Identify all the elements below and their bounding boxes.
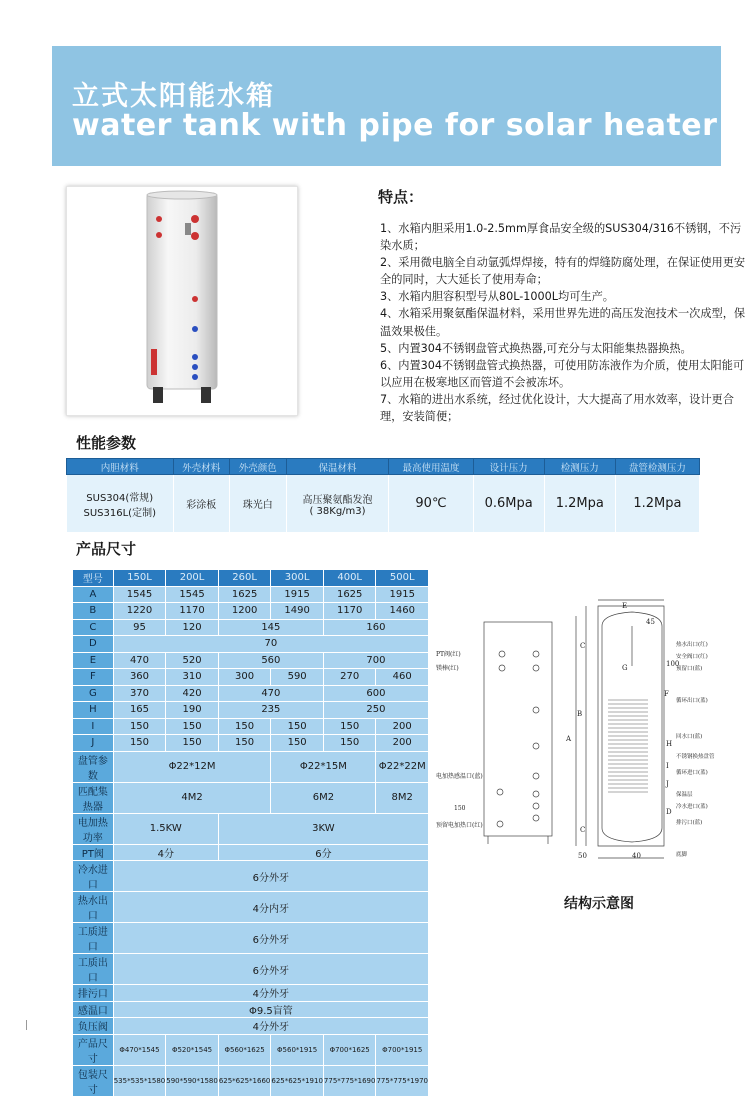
- table-cell: 400L: [323, 570, 376, 587]
- table-row: [73, 619, 429, 636]
- table-row: [73, 570, 429, 587]
- table-cell: I: [73, 718, 114, 735]
- table-cell: 产品尺寸: [73, 1034, 114, 1065]
- table-cell: 150: [113, 718, 166, 735]
- perf-header: 内胆材料: [67, 459, 174, 475]
- table-cell: 535*535*1580: [113, 1065, 166, 1096]
- table-cell: F: [73, 669, 114, 686]
- table-row: [73, 844, 429, 861]
- features-title: 特点：: [378, 188, 424, 206]
- table-cell: 590*590*1580: [166, 1065, 219, 1096]
- table-cell: 150: [323, 718, 376, 735]
- feature-item: 6、内置304不锈钢盘管式换热器，可使用防冻液作为介质，使用太阳能可以应用在极寒地区而管道不会被冻坏。: [380, 358, 745, 389]
- diagram-label: 安全阀口(红): [676, 654, 708, 660]
- table-cell: Φ22*12M: [113, 751, 271, 782]
- page-edge-mark: [26, 1020, 27, 1030]
- diagram-dim: C: [580, 642, 586, 650]
- table-cell: B: [73, 603, 114, 620]
- diagram-label: 保温层: [676, 792, 693, 798]
- table-cell: 775*775*1970: [376, 1065, 429, 1096]
- perf-max-temp: 90℃: [389, 475, 473, 533]
- table-cell: Φ560*1915: [271, 1034, 324, 1065]
- table-cell: 420: [166, 685, 219, 702]
- feature-item: 1、水箱内胆采用1.0-2.5mm厚食品安全级的SUS304/316不锈钢，不污染水质；: [380, 222, 742, 253]
- diagram-dim: 45: [646, 618, 655, 626]
- table-cell: 1170: [323, 603, 376, 620]
- table-row: [73, 603, 429, 620]
- table-row: [73, 923, 429, 954]
- table-cell: 4分内牙: [113, 892, 428, 923]
- table-cell: Φ9.5盲管: [113, 1001, 428, 1018]
- table-cell: 盘管参数: [73, 751, 114, 782]
- table-cell: 1460: [376, 603, 429, 620]
- diagram-dim: I: [666, 762, 669, 770]
- table-cell: D: [73, 636, 114, 653]
- table-cell: 6分外牙: [113, 954, 428, 985]
- table-row: [73, 1034, 429, 1065]
- table-row: [73, 685, 429, 702]
- perf-header: 最高使用温度: [389, 459, 473, 475]
- table-cell: 6分: [218, 844, 428, 861]
- table-cell: 150: [323, 735, 376, 752]
- perf-header: 设计压力: [473, 459, 544, 475]
- table-row: [73, 782, 429, 813]
- table-cell: 工质进口: [73, 923, 114, 954]
- structure-diagram: [436, 596, 732, 876]
- table-cell: 4分外牙: [113, 1018, 428, 1035]
- table-cell: 150L: [113, 570, 166, 587]
- diagram-dim: D: [666, 808, 672, 816]
- perf-header: 外壳材料: [173, 459, 230, 475]
- table-cell: J: [73, 735, 114, 752]
- table-row: [73, 669, 429, 686]
- table-cell: 300L: [271, 570, 324, 587]
- table-cell: 4M2: [113, 782, 271, 813]
- table-row: [73, 1065, 429, 1096]
- table-cell: 150: [166, 735, 219, 752]
- table-cell: 包装尺寸: [73, 1065, 114, 1096]
- table-cell: 150: [218, 735, 271, 752]
- performance-title: 性能参数: [76, 434, 137, 452]
- diagram-dim: B: [577, 710, 583, 718]
- feature-item: 2、采用微电脑全自动氩弧焊焊接，特有的焊缝防腐处理，在保证使用更安全的同时，大大延长了使用寿命；: [380, 256, 746, 287]
- table-cell: Φ470*1545: [113, 1034, 166, 1065]
- insulation-line-1: 高压聚氨酯发泡: [302, 494, 373, 506]
- dimensions-table: [72, 569, 429, 1097]
- table-row: [73, 985, 429, 1002]
- table-row: [73, 751, 429, 782]
- table-cell: 感温口: [73, 1001, 114, 1018]
- table-cell: G: [73, 685, 114, 702]
- table-cell: C: [73, 619, 114, 636]
- diagram-dim: E: [622, 602, 628, 610]
- table-cell: 250: [323, 702, 428, 719]
- table-cell: Φ700*1915: [376, 1034, 429, 1065]
- table-cell: 1915: [271, 586, 324, 603]
- table-row: [73, 636, 429, 653]
- diagram-dim: J: [666, 780, 669, 788]
- table-cell: 工质出口: [73, 954, 114, 985]
- table-cell: 1915: [376, 586, 429, 603]
- perf-shell-color: 珠光白: [230, 475, 287, 533]
- feature-item: 7、水箱的进出水系统，经过优化设计，大大提高了用水效率，设计更合理，安装简便；: [380, 392, 734, 424]
- table-cell: 590: [271, 669, 324, 686]
- diagram-dim: 100: [666, 660, 680, 668]
- table-cell: 150: [271, 735, 324, 752]
- perf-header: 外壳颜色: [230, 459, 287, 475]
- diagram-dim: 150: [454, 805, 466, 812]
- table-cell: 70: [113, 636, 428, 653]
- page-title-cn: 立式太阳能水箱: [72, 81, 275, 112]
- table-row: [73, 954, 429, 985]
- table-cell: 300: [218, 669, 271, 686]
- table-cell: 150: [271, 718, 324, 735]
- table-row: [73, 702, 429, 719]
- diagram-dim: 50: [578, 852, 587, 860]
- table-cell: 3KW: [218, 813, 428, 844]
- table-cell: 600: [323, 685, 428, 702]
- table-cell: 匹配集热器: [73, 782, 114, 813]
- perf-header: 保温材料: [286, 459, 389, 475]
- diagram-label: 排污口(蓝): [676, 820, 703, 826]
- table-cell: 520: [166, 652, 219, 669]
- performance-table: [66, 458, 700, 533]
- diagram-label: 循环进口(蓝): [676, 770, 708, 776]
- perf-design-pressure: 0.6Mpa: [473, 475, 544, 533]
- table-cell: Φ560*1625: [218, 1034, 271, 1065]
- perf-header: 检测压力: [544, 459, 615, 475]
- table-cell: 200: [376, 735, 429, 752]
- diagram-label: 预留口(蓝): [676, 666, 703, 672]
- perf-shell-material: 彩涂板: [173, 475, 230, 533]
- dimensions-title: 产品尺寸: [76, 540, 137, 558]
- table-cell: 1490: [271, 603, 324, 620]
- table-cell: 270: [323, 669, 376, 686]
- diagram-label: 循环出口(蓝): [676, 698, 708, 704]
- table-row: [73, 813, 429, 844]
- table-cell: 电加热功率: [73, 813, 114, 844]
- table-row: [73, 586, 429, 603]
- table-cell: 6M2: [271, 782, 376, 813]
- diagram-label: 底脚: [676, 852, 688, 858]
- table-cell: 1625: [323, 586, 376, 603]
- table-cell: 1.5KW: [113, 813, 218, 844]
- table-cell: 4分: [113, 844, 218, 861]
- table-cell: 6分外牙: [113, 861, 428, 892]
- table-cell: 700: [323, 652, 428, 669]
- table-cell: 165: [113, 702, 166, 719]
- feature-item: 5、内置304不锈钢盘管式换热器,可充分与太阳能集热器换热。: [380, 341, 692, 355]
- table-row: [73, 652, 429, 669]
- table-cell: PT阀: [73, 844, 114, 861]
- table-cell: 500L: [376, 570, 429, 587]
- table-row: [73, 1001, 429, 1018]
- page-title-en: water tank with pipe for solar heater: [72, 108, 718, 143]
- table-cell: 775*775*1690: [323, 1065, 376, 1096]
- table-cell: Φ22*22M: [376, 751, 429, 782]
- perf-header: 盘管检测压力: [615, 459, 699, 475]
- perf-liner: [67, 475, 174, 533]
- table-cell: 8M2: [376, 782, 429, 813]
- table-cell: 120: [166, 619, 219, 636]
- table-cell: 310: [166, 669, 219, 686]
- coil-lines: [608, 700, 648, 792]
- table-row: [73, 861, 429, 892]
- diagram-label: 预留电加热口(红): [436, 822, 483, 829]
- diagram-dim: G: [622, 664, 628, 672]
- table-cell: 460: [376, 669, 429, 686]
- header-banner: [52, 46, 721, 166]
- diagram-label: PT阀(红): [436, 651, 461, 658]
- table-cell: A: [73, 586, 114, 603]
- diagram-caption: 结构示意图: [564, 896, 634, 912]
- table-cell: Φ22*15M: [271, 751, 376, 782]
- diagram-dim: 40: [632, 852, 641, 860]
- table-cell: 150: [218, 718, 271, 735]
- table-cell: 150: [113, 735, 166, 752]
- feature-item: 4、水箱采用聚氨酯保温材料，采用世界先进的高压发泡技术一次成型，保温效果极佳。: [380, 307, 746, 338]
- table-cell: 1545: [166, 586, 219, 603]
- table-cell: 1200: [218, 603, 271, 620]
- feature-item: 3、水箱内胆容积型号从80L-1000L均可生产。: [380, 290, 614, 304]
- table-cell: 190: [166, 702, 219, 719]
- diagram-label: 镁棒(红): [436, 665, 459, 672]
- table-cell: 560: [218, 652, 323, 669]
- table-cell: 1625: [218, 586, 271, 603]
- features-list: [380, 220, 750, 425]
- diagram-dim: F: [664, 690, 669, 698]
- diagram-dim: C: [580, 826, 586, 834]
- diagram-label: 回水口(蓝): [676, 734, 703, 740]
- table-cell: 200: [376, 718, 429, 735]
- table-row: [73, 735, 429, 752]
- table-cell: 200L: [166, 570, 219, 587]
- liner-line-2: SUS316L(定制): [83, 507, 156, 519]
- diagram-label: 冷水进口(蓝): [676, 804, 708, 810]
- liner-line-1: SUS304(常规): [86, 492, 154, 504]
- table-cell: 4分外牙: [113, 985, 428, 1002]
- table-cell: H: [73, 702, 114, 719]
- table-cell: 625*625*1910: [271, 1065, 324, 1096]
- table-cell: 冷水进口: [73, 861, 114, 892]
- table-cell: 470: [218, 685, 323, 702]
- table-cell: Φ700*1625: [323, 1034, 376, 1065]
- table-cell: 6分外牙: [113, 923, 428, 954]
- perf-coil-test-pressure: 1.2Mpa: [615, 475, 699, 533]
- diagram-label: 电加热感温口(蓝): [436, 773, 483, 780]
- table-cell: 1170: [166, 603, 219, 620]
- table-cell: 260L: [218, 570, 271, 587]
- table-cell: 625*625*1660: [218, 1065, 271, 1096]
- table-cell: 160: [323, 619, 428, 636]
- table-cell: 负压阀: [73, 1018, 114, 1035]
- table-cell: E: [73, 652, 114, 669]
- table-cell: 470: [113, 652, 166, 669]
- diagram-label: 不锈钢换热盘管: [676, 754, 715, 760]
- table-cell: 235: [218, 702, 323, 719]
- table-cell: 150: [166, 718, 219, 735]
- table-cell: 95: [113, 619, 166, 636]
- table-cell: 1220: [113, 603, 166, 620]
- diagram-dim: A: [566, 735, 572, 743]
- table-cell: 热水出口: [73, 892, 114, 923]
- perf-test-pressure: 1.2Mpa: [544, 475, 615, 533]
- table-cell: 370: [113, 685, 166, 702]
- table-cell: 1545: [113, 586, 166, 603]
- diagram-dim: H: [666, 740, 673, 748]
- table-cell: 排污口: [73, 985, 114, 1002]
- perf-insulation: [286, 475, 389, 533]
- table-cell: Φ520*1545: [166, 1034, 219, 1065]
- table-row: [73, 892, 429, 923]
- product-photo: [66, 186, 298, 416]
- diagram-label: 热水出口(红): [676, 642, 708, 648]
- table-cell: 型号: [73, 570, 114, 587]
- table-row: [73, 718, 429, 735]
- insulation-line-2: ( 38Kg/m3): [309, 505, 366, 517]
- table-cell: 360: [113, 669, 166, 686]
- table-cell: 145: [218, 619, 323, 636]
